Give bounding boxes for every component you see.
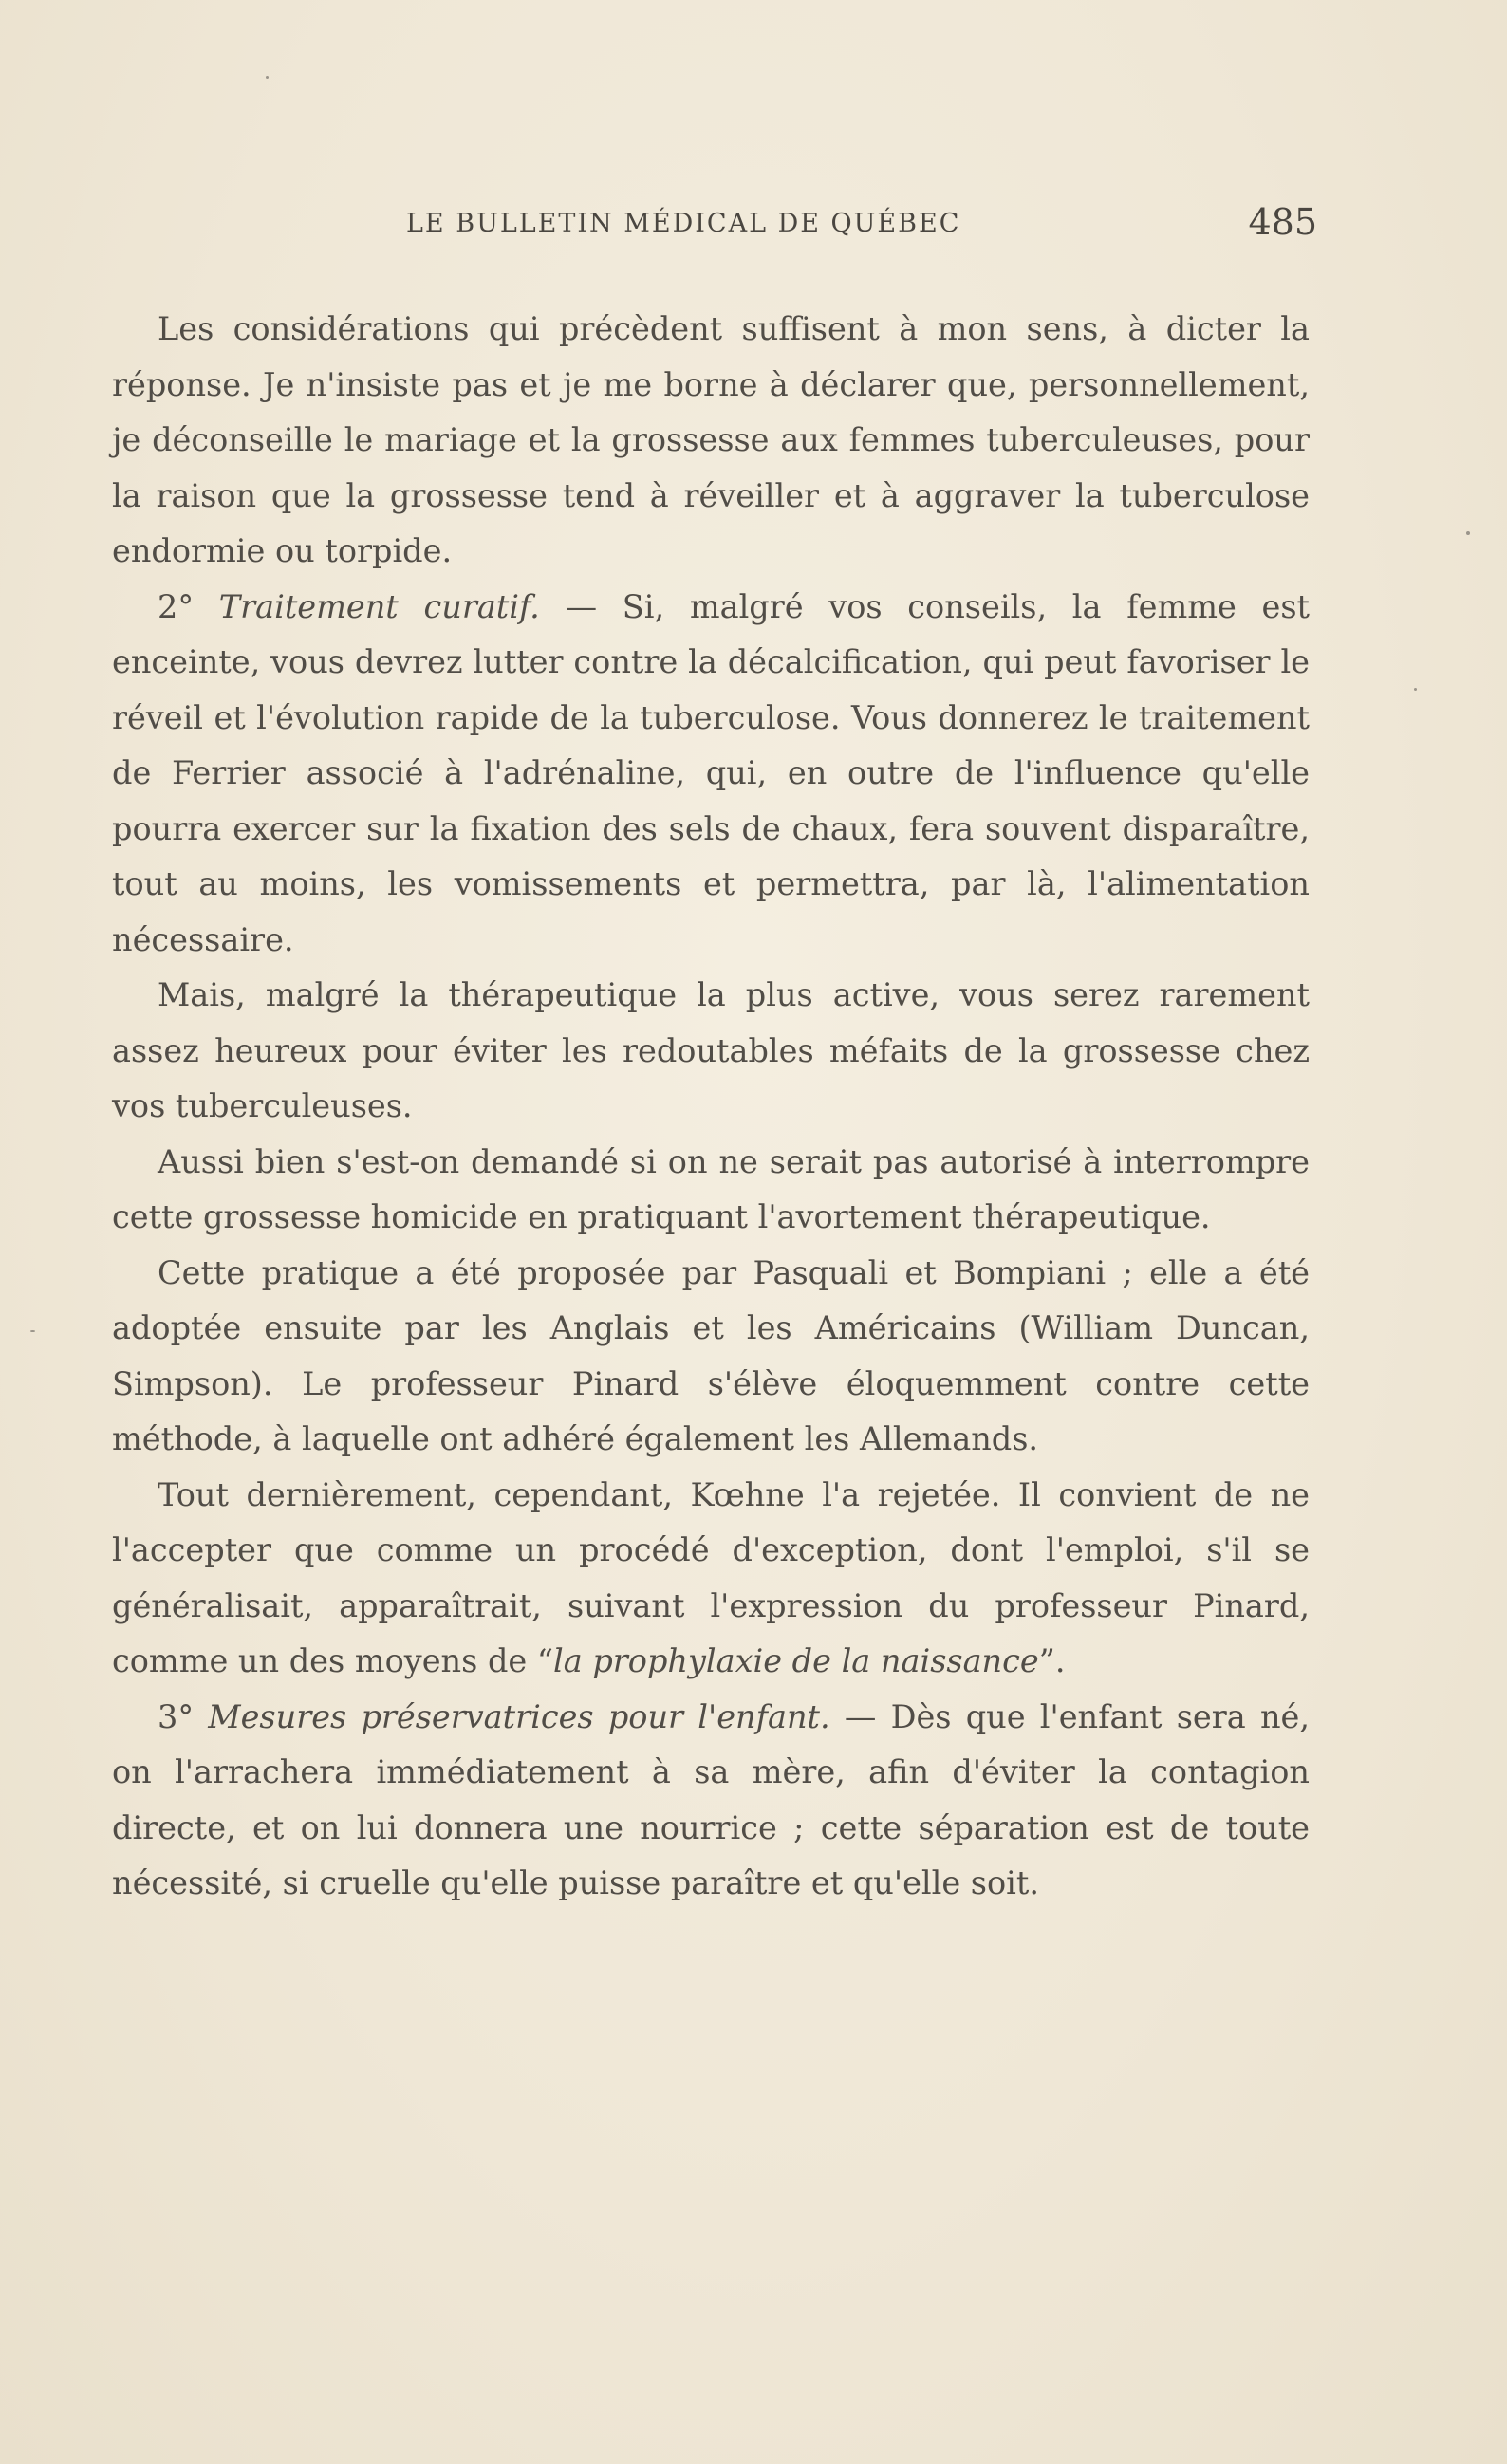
paper-speck — [1414, 688, 1417, 691]
paragraph-5 — [112, 1246, 1310, 1468]
quoted-phrase: la prophylaxie de la naissance — [553, 1642, 1039, 1679]
body-text — [112, 302, 1310, 1912]
paragraph-text: — Si, malgré vos conseils, la femme est enceinte, vous devrez lutter contre la décalcification, qui peut favoriser le réveil et l'évolution rapide de la tuberculose. Vous donnerez le traitement de Ferrier associé à l'adrénaline, qui, en outre de l'influence qu'elle pourra exercer sur la fixation des sels de chaux, fera souvent disparaître, tout au moins, les vomissements et permettra, par là, l'alimentation nécessaire. — [112, 587, 1311, 958]
paper-speck — [30, 1330, 35, 1332]
paragraph-6 — [112, 1468, 1310, 1690]
paper-speck — [1466, 531, 1470, 535]
paragraph-7 — [112, 1690, 1310, 1912]
paper-speck — [266, 76, 269, 79]
paragraph-text: Aussi bien s'est-on demandé si on ne serait pas autorisé à interrompre cette grossesse homicide en pratiquant l'avortement thérapeutique. — [112, 1142, 1310, 1235]
section-heading: Traitement curatif. — [218, 587, 540, 625]
paragraph-text: — Dès que l'enfant sera né, on l'arrachera immédiatement à sa mère, afin d'éviter la contagion directe, et on lui donnera une nourrice ; cette séparation est de toute nécessité, si cruelle qu'elle puisse paraître et qu'elle soit. — [112, 1697, 1310, 1901]
paragraph-text: Cette pratique a été proposée par Pasquali et Bompiani ; elle a été adoptée ensuite par les Anglais et les Américains (William Duncan, Simpson). Le professeur Pinard s'élève éloquemment contre cette méthode, à laquelle ont adhéré également les Allemands. — [112, 1253, 1310, 1457]
section-heading: Mesures préservatrices pour l'enfant. — [208, 1697, 830, 1735]
paragraph-3 — [112, 968, 1310, 1135]
section-number: 2° — [158, 587, 219, 625]
paragraph-4 — [112, 1135, 1310, 1246]
section-number: 3° — [158, 1697, 209, 1735]
paragraph-text: Tout dernièrement, cependant, Kœhne l'a rejetée. Il convient de ne l'accepter que comme un procédé d'exception, dont l'emploi, s'il se généralisait, apparaîtrait, suivant l'expression du professeur Pinard, comme un des moyens de “ — [112, 1475, 1310, 1679]
paragraph-text: Les considérations qui précèdent suffisent à mon sens, à dicter la réponse. Je n'insiste pas et je me borne à déclarer que, personnellement, je déconseille le mariage et la grossesse aux femmes tuberculeuses, pour la raison que la grossesse tend à réveiller et à aggraver la tuberculose endormie ou torpide. — [112, 310, 1310, 569]
page-header — [112, 201, 1317, 249]
page-number: 485 — [1248, 201, 1317, 243]
running-head: LE BULLETIN MÉDICAL DE QUÉBEC — [406, 209, 961, 238]
paragraph-2 — [112, 580, 1310, 969]
paragraph-1 — [112, 302, 1310, 580]
quote-close: ”. — [1038, 1642, 1066, 1679]
paragraph-text: Mais, malgré la thérapeutique la plus active, vous serez rarement assez heureux pour éviter les redoutables méfaits de la grossesse chez vos tuberculeuses. — [112, 976, 1310, 1124]
